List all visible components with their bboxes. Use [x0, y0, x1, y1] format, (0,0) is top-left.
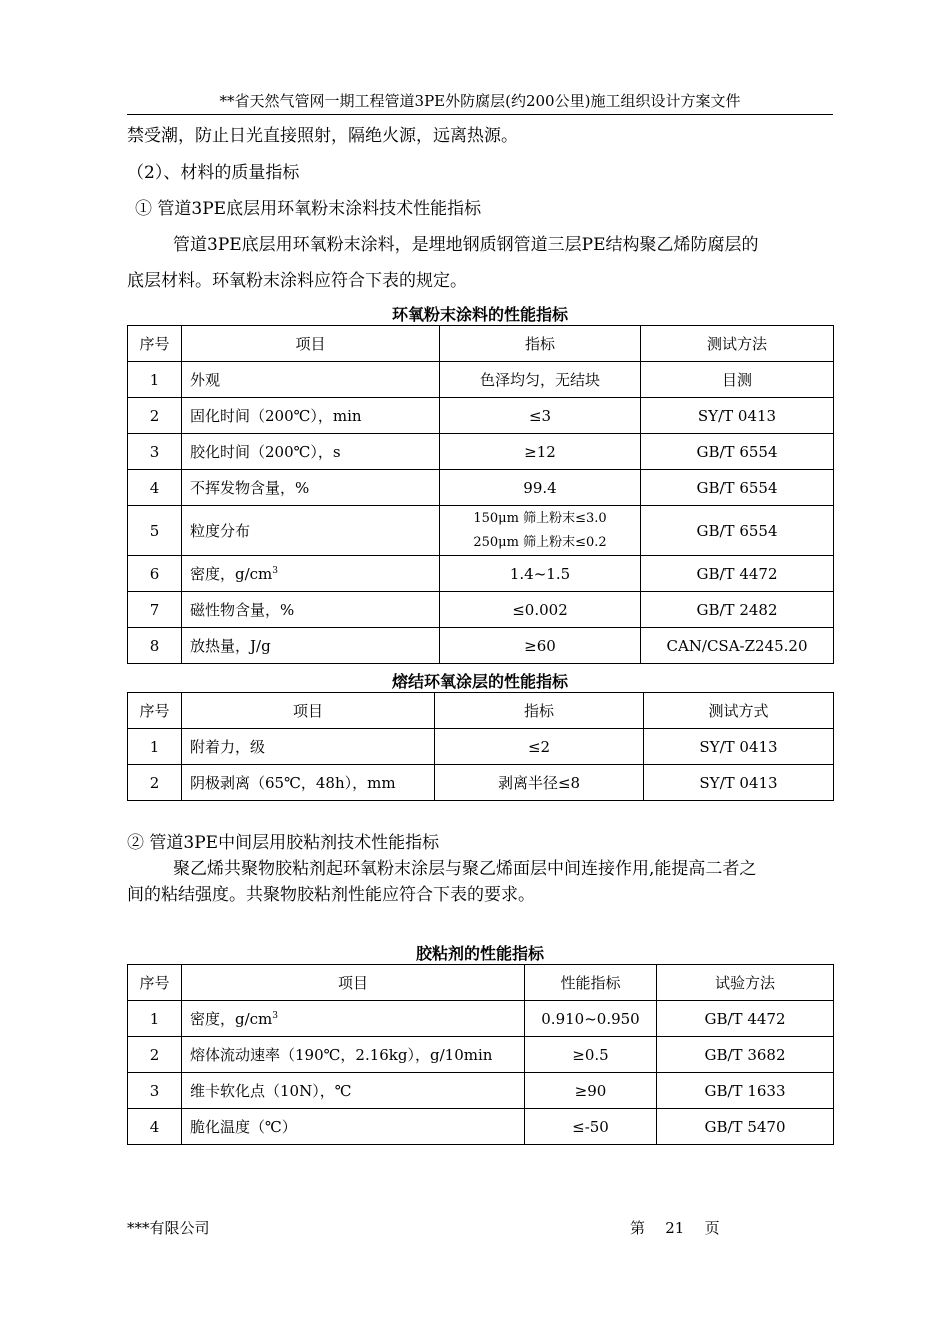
- table-header-row: [128, 965, 834, 1001]
- method-cell: GB/T 6554: [641, 434, 834, 470]
- table1-caption: 环氧粉末涂料的性能指标: [391, 305, 568, 324]
- header-cell: 项目: [182, 326, 440, 362]
- value-cell: ≥12: [440, 434, 641, 470]
- epoxy-powder-table: [127, 325, 834, 664]
- item-cell: 放热量，J/g: [182, 628, 440, 664]
- row-index: 3: [128, 1073, 182, 1109]
- value-cell: 0.910~0.950: [525, 1001, 657, 1037]
- table-row: [128, 398, 834, 434]
- header-cell: 序号: [128, 693, 182, 729]
- method-cell: CAN/CSA-Z245.20: [641, 628, 834, 664]
- value-cell: ≥0.5: [525, 1037, 657, 1073]
- item-cell: 外观: [182, 362, 440, 398]
- item-cell: 不挥发物含量，%: [182, 470, 440, 506]
- row-index: 2: [128, 1037, 182, 1073]
- table-header-row: [128, 693, 834, 729]
- value-cell: ≤2: [435, 729, 644, 765]
- page-prefix: 第: [630, 1219, 646, 1237]
- paragraph-1-line-1: 管道3PE底层用环氧粉末涂料，是埋地钢质钢管道三层PE结构聚乙烯防腐层的: [173, 235, 759, 255]
- value-cell: ≤3: [440, 398, 641, 434]
- paragraph-1-line-2: 底层材料。环氧粉末涂料应符合下表的规定。: [127, 271, 467, 291]
- item-cell: 熔体流动速率（190℃，2.16kg），g/10min: [182, 1037, 525, 1073]
- row-index: 1: [128, 362, 182, 398]
- row-index: 4: [128, 1109, 182, 1145]
- row-index: 1: [128, 729, 182, 765]
- item-cell: 磁性物含量，%: [182, 592, 440, 628]
- header-cell: 序号: [128, 326, 182, 362]
- value-cell: 色泽均匀，无结块: [440, 362, 641, 398]
- subsection-heading-1: ① 管道3PE底层用环氧粉末涂料技术性能指标: [135, 199, 482, 219]
- item-cell: 固化时间（200℃），min: [182, 398, 440, 434]
- table-row: [128, 1001, 834, 1037]
- header-cell: 项目: [182, 965, 525, 1001]
- value-line: 150μm 筛上粉末≤3.0: [473, 510, 607, 526]
- method-cell: GB/T 6554: [641, 470, 834, 506]
- method-cell: SY/T 0413: [644, 765, 834, 801]
- table-row: [128, 1109, 834, 1145]
- table-row: [128, 506, 834, 556]
- section-heading: （2）、材料的质量指标: [127, 163, 300, 183]
- footer-company: ***有限公司: [127, 1219, 210, 1237]
- method-cell: GB/T 4472: [657, 1001, 834, 1037]
- header-cell: 指标: [435, 693, 644, 729]
- header-cell: 指标: [440, 326, 641, 362]
- method-cell: 目测: [641, 362, 834, 398]
- method-cell: GB/T 2482: [641, 592, 834, 628]
- value-line: 250μm 筛上粉末≤0.2: [473, 534, 607, 550]
- row-index: 1: [128, 1001, 182, 1037]
- header-cell: 项目: [182, 693, 435, 729]
- value-cell: ≤-50: [525, 1109, 657, 1145]
- fusion-epoxy-table: [127, 692, 834, 801]
- superscript: 3: [272, 1011, 279, 1021]
- header-cell: 试验方法: [657, 965, 834, 1001]
- footer-page-number: [630, 1217, 720, 1238]
- table-row: [128, 470, 834, 506]
- table-row: [128, 628, 834, 664]
- item-cell: 粒度分布: [182, 506, 440, 556]
- value-cell: ≥60: [440, 628, 641, 664]
- method-cell: GB/T 5470: [657, 1109, 834, 1145]
- item-cell: 维卡软化点（10N），℃: [182, 1073, 525, 1109]
- value-cell: 1.4~1.5: [440, 556, 641, 592]
- method-cell: GB/T 1633: [657, 1073, 834, 1109]
- item-text: 密度，g/cm: [190, 565, 273, 583]
- row-index: 7: [128, 592, 182, 628]
- page-header: **省天然气管网一期工程管道3PE外防腐层(约200公里)施工组织设计方案文件: [127, 88, 833, 115]
- table-row: [128, 434, 834, 470]
- intro-line: 禁受潮，防止日光直接照射，隔绝火源，远离热源。: [127, 126, 518, 146]
- table-row: [128, 765, 834, 801]
- superscript: 3: [272, 566, 279, 576]
- method-cell: SY/T 0413: [641, 398, 834, 434]
- item-text: 密度，g/cm: [190, 1010, 273, 1028]
- header-cell: 性能指标: [525, 965, 657, 1001]
- paragraph-2-line-1: 聚乙烯共聚物胶粘剂起环氧粉末涂层与聚乙烯面层中间连接作用,能提高二者之: [173, 859, 757, 879]
- value-cell: ≤0.002: [440, 592, 641, 628]
- header-cell: 序号: [128, 965, 182, 1001]
- method-cell: GB/T 4472: [641, 556, 834, 592]
- item-cell: 脆化温度（℃）: [182, 1109, 525, 1145]
- row-index: 4: [128, 470, 182, 506]
- table-row: [128, 1073, 834, 1109]
- table2-caption: 熔结环氧涂层的性能指标: [391, 672, 568, 691]
- table-header-row: [128, 326, 834, 362]
- row-index: 6: [128, 556, 182, 592]
- value-cell: ≥90: [525, 1073, 657, 1109]
- row-index: 2: [128, 765, 182, 801]
- header-cell: 测试方法: [641, 326, 834, 362]
- table-row: [128, 1037, 834, 1073]
- table-row: [128, 556, 834, 592]
- value-cell: [440, 506, 641, 556]
- adhesive-table: [127, 964, 834, 1145]
- subsection-heading-2: ② 管道3PE中间层用胶粘剂技术性能指标: [127, 833, 440, 853]
- table-row: [128, 592, 834, 628]
- page-suffix: 页: [704, 1219, 720, 1237]
- value-cell: 99.4: [440, 470, 641, 506]
- item-cell: [182, 556, 440, 592]
- table-row: [128, 362, 834, 398]
- method-cell: SY/T 0413: [644, 729, 834, 765]
- row-index: 3: [128, 434, 182, 470]
- item-cell: 阴极剥离（65℃，48h），mm: [182, 765, 435, 801]
- header-cell: 测试方式: [644, 693, 834, 729]
- value-cell: 剥离半径≤8: [435, 765, 644, 801]
- method-cell: GB/T 3682: [657, 1037, 834, 1073]
- item-cell: 胶化时间（200℃），s: [182, 434, 440, 470]
- row-index: 5: [128, 506, 182, 556]
- page-number: 21: [665, 1219, 685, 1237]
- row-index: 8: [128, 628, 182, 664]
- table-row: [128, 729, 834, 765]
- method-cell: GB/T 6554: [641, 506, 834, 556]
- item-cell: [182, 1001, 525, 1037]
- row-index: 2: [128, 398, 182, 434]
- table3-caption: 胶粘剂的性能指标: [415, 944, 544, 963]
- paragraph-2-line-2: 间的粘结强度。共聚物胶粘剂性能应符合下表的要求。: [127, 885, 535, 905]
- item-cell: 附着力，级: [182, 729, 435, 765]
